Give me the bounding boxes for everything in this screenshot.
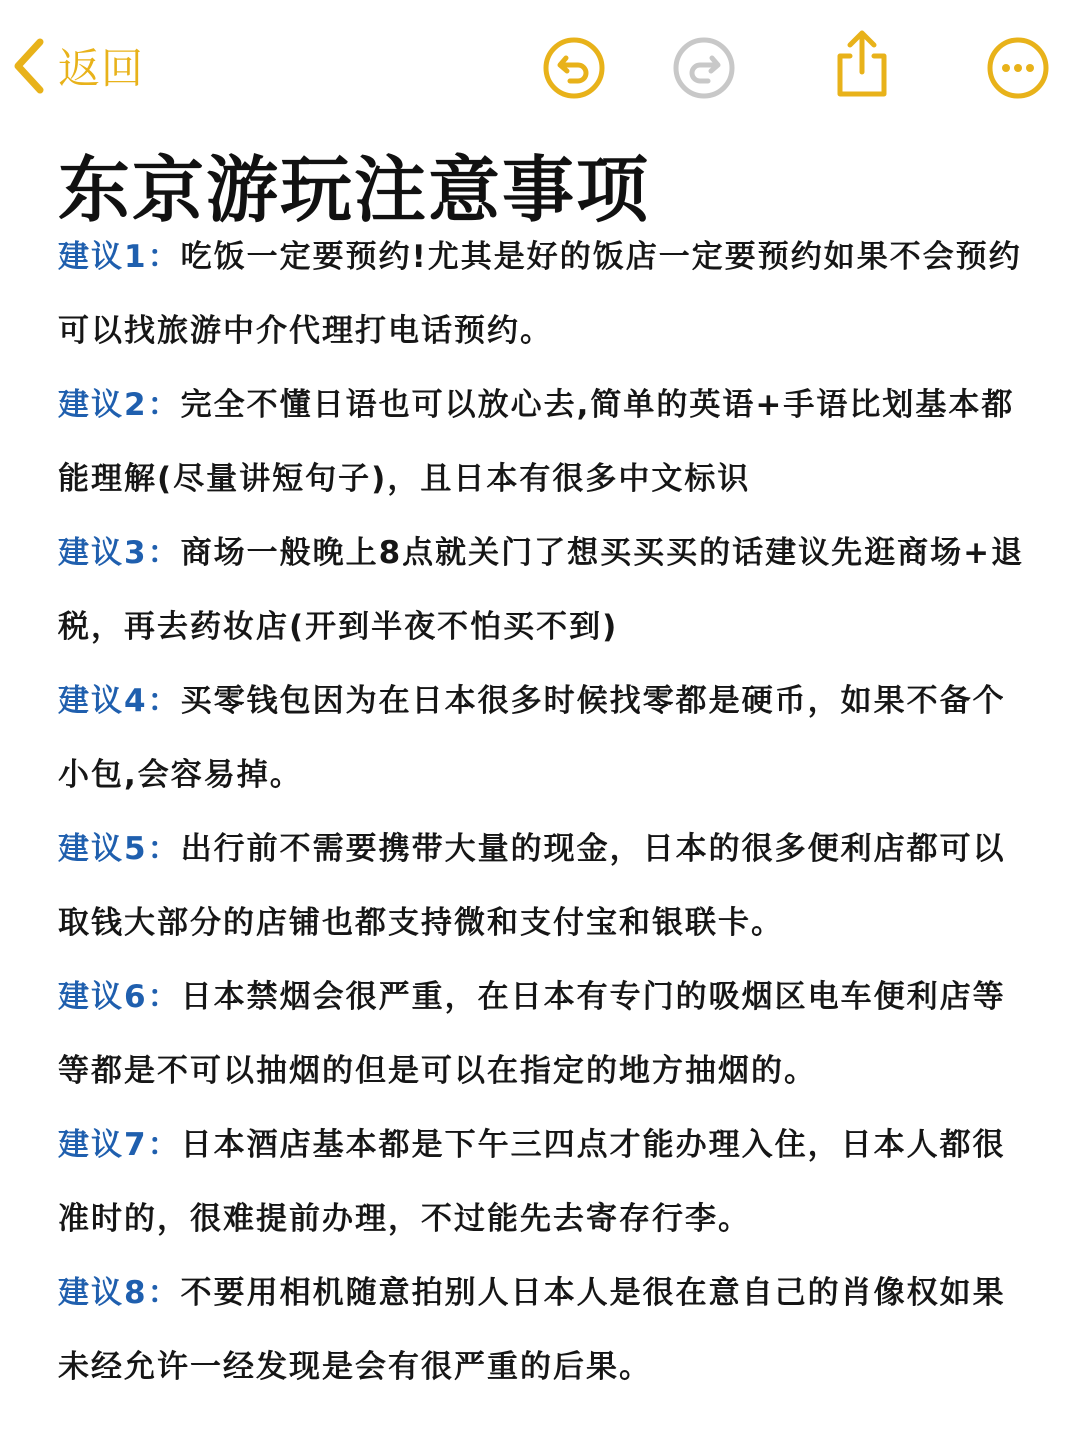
tip-label: 建议8： <box>58 1275 181 1311</box>
tip-text: 完全不懂日语也可以放心去,简单的英语+手语比划基本都能理解(尽量讲短句子)，且日本有很多中文标识 <box>58 387 1015 497</box>
notes-toolbar <box>0 0 1080 130</box>
tip-text: 出行前不需要携带大量的现金，日本的很多便利店都可以取钱大部分的店铺也都支持微和支付宝和银联卡。 <box>58 831 1006 941</box>
more-icon <box>986 36 1050 100</box>
tip-label: 建议7： <box>58 1127 181 1163</box>
tip-4 <box>58 664 1028 812</box>
share-button[interactable] <box>830 28 894 100</box>
tip-label: 建议6： <box>58 979 181 1015</box>
tip-7 <box>58 1108 1028 1256</box>
tip-text: 商场一般晚上8点就关门了想买买买的话建议先逛商场+退税，再去药妆店(开到半夜不怕买不到) <box>58 535 1025 645</box>
chevron-left-icon <box>10 36 46 96</box>
tip-2 <box>58 368 1028 516</box>
tip-text: 买零钱包因为在日本很多时候找零都是硬币，如果不备个小包,会容易掉。 <box>58 683 1006 793</box>
back-label: 返回 <box>58 44 145 93</box>
note-body[interactable] <box>58 220 1028 1404</box>
tip-label: 建议4： <box>58 683 181 719</box>
undo-button[interactable] <box>542 36 606 100</box>
more-button[interactable] <box>986 36 1050 100</box>
tip-label: 建议2： <box>58 387 181 423</box>
tip-1 <box>58 220 1028 368</box>
tip-5 <box>58 812 1028 960</box>
redo-button[interactable] <box>672 36 736 100</box>
tip-6 <box>58 960 1028 1108</box>
tip-text: 日本禁烟会很严重，在日本有专门的吸烟区电车便利店等等都是不可以抽烟的但是可以在指定的地方抽烟的。 <box>58 979 1006 1089</box>
note-title: 东京游玩注意事项 <box>58 148 651 232</box>
tip-label: 建议5： <box>58 831 181 867</box>
tip-text: 日本酒店基本都是下午三四点才能办理入住，日本人都很准时的，很难提前办理，不过能先去寄存行李。 <box>58 1127 1006 1237</box>
back-button[interactable] <box>10 34 144 98</box>
tip-label: 建议1： <box>58 239 181 275</box>
share-icon <box>830 28 894 100</box>
tip-text: 吃饭一定要预约!尤其是好的饭店一定要预约如果不会预约可以找旅游中介代理打电话预约。 <box>58 239 1022 349</box>
tip-3 <box>58 516 1028 664</box>
undo-icon <box>542 36 606 100</box>
tip-text: 不要用相机随意拍别人日本人是很在意自己的肖像权如果未经允许一经发现是会有很严重的后果。 <box>58 1275 1006 1385</box>
tip-label: 建议3： <box>58 535 181 571</box>
tip-8 <box>58 1256 1028 1404</box>
redo-icon <box>672 36 736 100</box>
